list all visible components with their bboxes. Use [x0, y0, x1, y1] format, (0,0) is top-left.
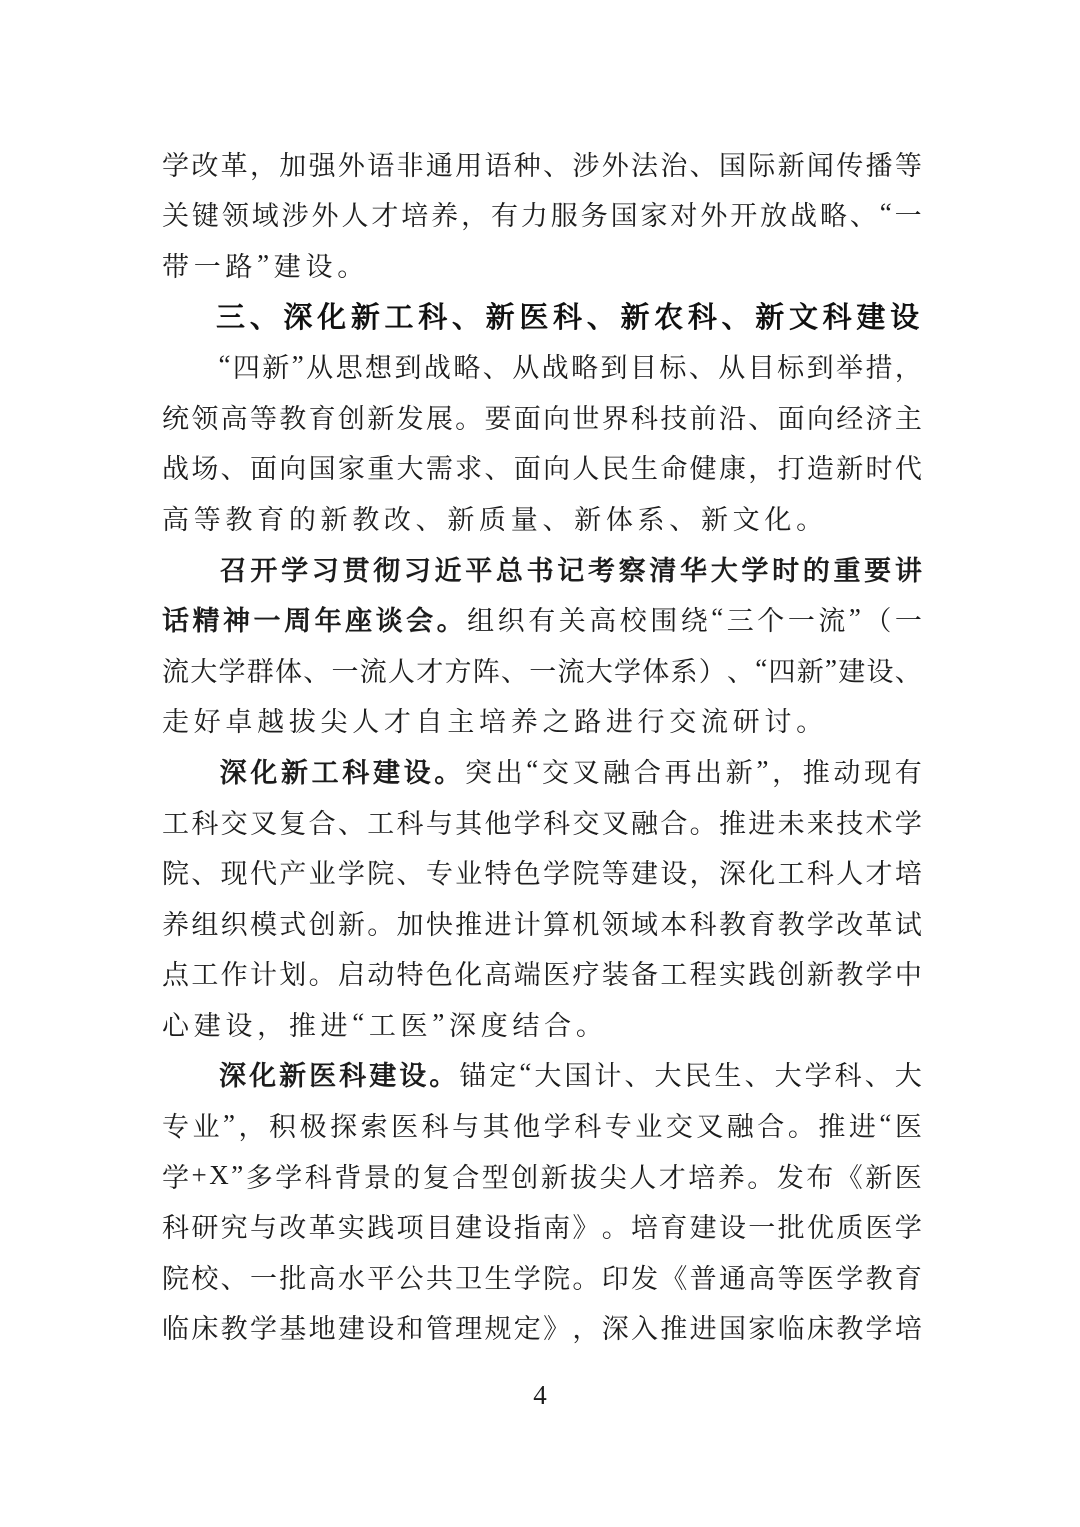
document-line: 走 好 卓 越 拔 尖 人 才 自 主 培 养 之 路 进 行 交 流 研 讨 。: [162, 707, 828, 738]
document-line: 临 床 教 学 基 地 建 设 和 管 理 规 定 》 ， 深 入 推 进 国 家 临 床 教 学 培: [162, 1314, 922, 1345]
document-line: 话 精 神 一 周 年 座 谈 会 。 组 织 有 关 高 校 围 绕 “ 三 个 一 流 ” （ 一: [162, 603, 922, 637]
document-line: 心 建 设 ， 推 进 “ 工 医 ” 深 度 结 合 。: [162, 1007, 608, 1041]
document-line: 深 化 新 医 科 建 设 。 锚 定 “ 大 国 计 、 大 民 生 、 大 学 科 、 大: [219, 1058, 922, 1092]
document-line: 统 领 高 等 教 育 创 新 发 展 。 要 面 向 世 界 科 技 前 沿 、 面 向 经 济 主: [162, 403, 922, 434]
document-line: 点 工 作 计 划 。 启 动 特 色 化 高 端 医 疗 装 备 工 程 实 践 创 新 教 学 中: [162, 960, 922, 991]
section-heading: 三 、 深 化 新 工 科 、 新 医 科 、 新 农 科 、 新 文 科 建 设: [216, 301, 924, 334]
document-line: 学 改 革 ， 加 强 外 语 非 通 用 语 种 、 涉 外 法 治 、 国 际 新 闻 传 播 等: [162, 150, 922, 181]
document-line: 战 场 、 面 向 国 家 重 大 需 求 、 面 向 人 民 生 命 健 康 ， 打 造 新 时 代: [162, 454, 922, 485]
document-line: 养 组 织 模 式 创 新 。 加 快 推 进 计 算 机 领 域 本 科 教 育 教 学 改 革 试: [162, 909, 922, 940]
document-line: 院 、 现 代 产 业 学 院 、 专 业 特 色 学 院 等 建 设 ， 深 化 工 科 人 才 培: [162, 859, 922, 890]
document-line: 带 一 路 ” 建 设 。: [162, 248, 369, 282]
document-line: 专 业 ” ， 积 极 探 索 医 科 与 其 他 学 科 专 业 交 叉 融 合 。 推 进 “ 医: [162, 1109, 922, 1143]
document-line: “ 四 新 ” 从 思 想 到 战 略 、 从 战 略 到 目 标 、 从 目 标 到 举 措 ，: [218, 350, 922, 384]
document-line: 高 等 教 育 的 新 教 改 、 新 质 量 、 新 体 系 、 新 文 化 。: [162, 504, 828, 535]
document-line: 召 开 学 习 贯 彻 习 近 平 总 书 记 考 察 清 华 大 学 时 的 重 要 讲: [219, 555, 922, 586]
document-line: 院 校 、 一 批 高 水 平 公 共 卫 生 学 院 。 印 发 《 普 通 高 等 医 学 教 育: [162, 1263, 922, 1294]
page-number: 4: [533, 1380, 547, 1410]
document-line: 关 键 领 域 涉 外 人 才 培 养 ， 有 力 服 务 国 家 对 外 开 放 战 略 、 “ 一: [162, 198, 922, 232]
document-line: 科 研 究 与 改 革 实 践 项 目 建 设 指 南 》 。 培 育 建 设 一 批 优 质 医 学: [162, 1213, 922, 1244]
document-line: 工 科 交 叉 复 合 、 工 科 与 其 他 学 科 交 叉 融 合 。 推 进 未 来 技 术 学: [162, 808, 922, 839]
document-line: 流 大 学 群 体 、 一 流 人 才 方 阵 、 一 流 大 学 体 系 ） 、 “ 四 新 ” 建 设 、: [162, 653, 922, 687]
document-line: 深 化 新 工 科 建 设 。 突 出 “ 交 叉 融 合 再 出 新 ” ， 推 动 现 有: [219, 754, 922, 788]
document-line: 学 + X ” 多 学 科 背 景 的 复 合 型 创 新 拔 尖 人 才 培 养 。 发 布 《 新 医: [162, 1159, 922, 1193]
text-column: [162, 138, 922, 1352]
